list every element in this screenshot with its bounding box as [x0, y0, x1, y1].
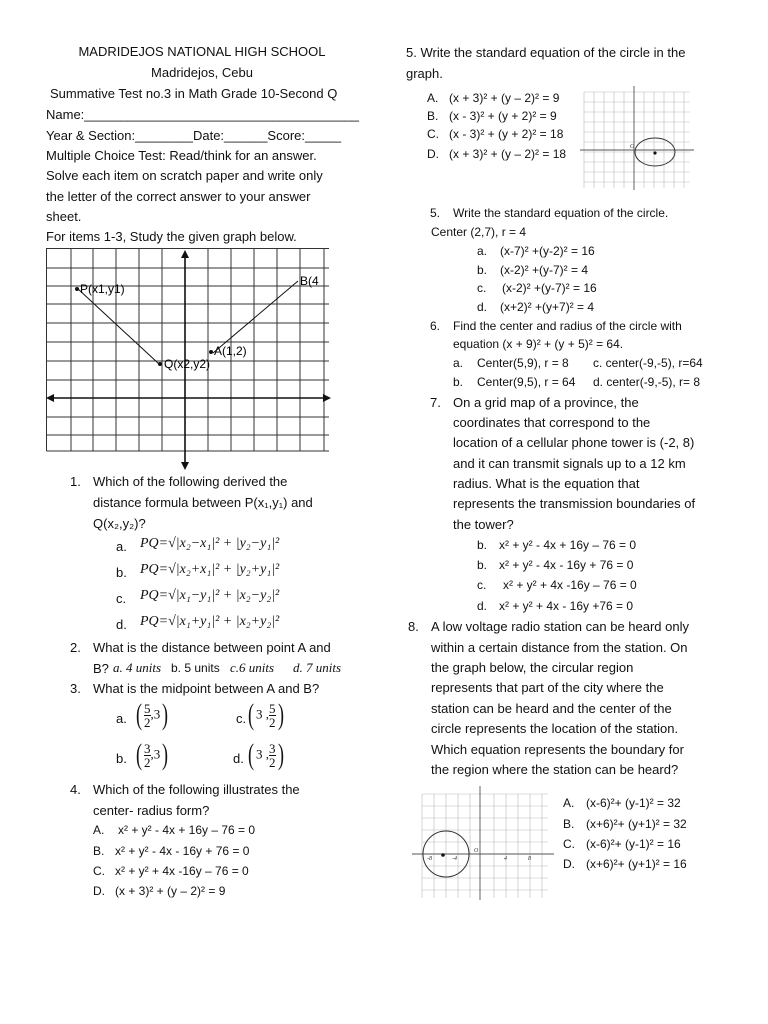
q3-option-b-letter: b.	[116, 751, 127, 766]
q5-graph-axes	[580, 86, 694, 190]
q5-origin-label: O	[630, 144, 635, 150]
q5a-option-c-letter: C.	[427, 127, 439, 141]
q3-line-1: What is the midpoint between A and B?	[93, 681, 320, 696]
q5a-option-a: (x + 3)² + (y – 2)² = 9	[449, 91, 560, 105]
q4-line-2: center- radius form?	[93, 803, 210, 818]
q2-option-b: b. 5 units	[171, 661, 220, 675]
q5b-option-c-letter: c.	[477, 281, 487, 295]
q5-graph-grid	[584, 92, 690, 188]
q5b-number: 5.	[430, 206, 441, 220]
instruction-line-1: Multiple Choice Test: Read/think for an answer.	[46, 148, 317, 163]
q6-option-b: Center(9,5), r = 64	[477, 375, 576, 389]
name-line: Name:______________________________________	[46, 107, 360, 122]
instruction-line-4: sheet.	[46, 209, 82, 224]
circle-graph-q5	[578, 84, 698, 194]
q1-option-a-letter: a.	[116, 539, 127, 554]
q8-line-4: represents that part of the city where the	[431, 680, 664, 695]
q8-line-3: the graph below, the circular region	[431, 660, 634, 675]
q8-line-7: Which equation represents the boundary for	[431, 742, 684, 757]
q2-option-c: c.6 units	[230, 660, 275, 675]
q1-option-d-letter: d.	[116, 617, 127, 632]
label-p: P(x1,y1)	[80, 282, 125, 296]
q6-number: 6.	[430, 319, 441, 333]
q2-line-2: B?	[93, 661, 109, 676]
q1-option-b: PQ=√|x₂+x₁|² + |y₂+y₁|²	[140, 562, 280, 577]
q5a-line-2: graph.	[406, 66, 443, 81]
q8-line-5: station can be heard and the center of the	[431, 701, 672, 716]
q7-number: 7.	[430, 395, 441, 410]
q8-option-b: (x+6)²+ (y+1)² = 32	[586, 817, 687, 831]
q3-option-c: ( 3 , $\frac{5}{2}$ )	[248, 698, 284, 731]
items-intro: For items 1-3, Study the given graph below.	[46, 229, 297, 244]
q6-option-a-letter: a.	[453, 356, 464, 370]
q5a-option-a-letter: A.	[427, 91, 439, 105]
q5b-line-2: Center (2,7), r = 4	[431, 225, 527, 239]
q8-center-point	[441, 853, 445, 857]
q5a-option-d: (x + 3)² + (y – 2)² = 18	[449, 147, 567, 161]
q6-option-c: c. center(-9,-5), r=64	[593, 356, 703, 370]
q2-line-1: What is the distance between point A and	[93, 640, 331, 655]
q4-option-b: x² + y² - 4x - 16y + 76 = 0	[115, 844, 250, 858]
q5b-option-d: (x+2)² +(y+7)² = 4	[500, 300, 595, 314]
q1-number: 1.	[70, 474, 81, 489]
q5b-option-b: (x-2)² +(y-7)² = 4	[500, 263, 589, 277]
q2-option-d: d. 7 units	[293, 660, 342, 675]
q3-option-d: ( 3 , $\frac{3}{2}$ )	[248, 738, 284, 771]
q5a-line-1: 5. Write the standard equation of the circle in the	[406, 45, 686, 60]
q2-number: 2.	[70, 640, 81, 655]
q8-tick-4: 4	[504, 856, 507, 862]
q6-line-2: equation (x + 9)² + (y + 5)² = 64.	[453, 337, 624, 351]
q5-center-point	[653, 151, 656, 154]
q8-option-c-letter: C.	[563, 837, 575, 851]
label-a: A(1,2)	[214, 344, 247, 358]
q5b-option-c: (x-2)² +(y-7)² = 16	[502, 281, 597, 295]
q7-option-d-letter: d.	[477, 599, 488, 613]
q6-option-d: d. center(-9,-5), r= 8	[593, 375, 701, 389]
q8-line-8: the region where the station can be heard?	[431, 762, 679, 777]
q5b-option-a: (x-7)² +(y-2)² = 16	[500, 244, 595, 258]
point-p	[75, 287, 79, 291]
q8-option-a: (x-6)²+ (y-1)² = 32	[586, 796, 681, 810]
q5a-option-c: (x - 3)² + (y + 2)² = 18	[449, 127, 564, 141]
q5b-option-d-letter: d.	[477, 300, 488, 314]
q3-option-b: ( $\frac{3}{2}$ ,3)	[136, 738, 169, 771]
q3-option-d-letter: d.	[233, 751, 244, 766]
q7-line-2: coordinates that correspond to the	[453, 415, 651, 430]
q1-option-c: PQ=√|x₁−y₁|² + |x₂−y₂|²	[140, 588, 280, 603]
q5a-option-d-letter: D.	[427, 147, 439, 161]
instruction-line-3: the letter of the correct answer to your answer	[46, 189, 311, 204]
q8-tick-8: 8	[528, 856, 531, 862]
point-q	[158, 362, 162, 366]
q8-option-c: (x-6)²+ (y-1)² = 16	[586, 837, 681, 851]
graph1-points	[75, 287, 213, 366]
q8-option-d-letter: D.	[563, 857, 575, 871]
q3-option-c-letter: c.	[236, 711, 247, 726]
year-section-line: Year & Section:________Date:______Score:_____	[46, 128, 342, 143]
label-q: Q(x2,y2)	[164, 357, 211, 371]
q4-option-c-letter: C.	[93, 864, 105, 878]
q8-option-b-letter: B.	[563, 817, 575, 831]
q8-option-a-letter: A.	[563, 796, 575, 810]
q7-line-3: location of a cellular phone tower is (-2, 8)	[453, 435, 695, 450]
q7-line-7: the tower?	[453, 517, 514, 532]
q7-option-c: x² + y² + 4x -16y – 76 = 0	[503, 578, 637, 592]
q1-line-1: Which of the following derived the	[93, 474, 288, 489]
q3-option-a: ( $\frac{5}{2}$ ,3)	[136, 698, 169, 731]
q3-option-a-letter: a.	[116, 711, 127, 726]
q8-graph-axes	[412, 786, 554, 900]
graph1-grid	[47, 248, 330, 451]
q4-option-b-letter: B.	[93, 844, 105, 858]
q7-line-5: radius. What is the equation that	[453, 476, 640, 491]
q1-option-a: PQ=√|x₂−x₁|² + |y₂−y₁|²	[140, 536, 280, 551]
test-title: Summative Test no.3 in Math Grade 10-Second Q	[50, 86, 338, 101]
q7-line-6: represents the transmission boundaries of	[453, 496, 696, 511]
q8-line-2: within a certain distance from the station. On	[431, 640, 688, 655]
school-name: MADRIDEJOS NATIONAL HIGH SCHOOL	[78, 44, 326, 59]
q6-option-b-letter: b.	[453, 375, 464, 389]
q7-option-a: x² + y² - 4x + 16y – 76 = 0	[499, 538, 637, 552]
q8-graph-grid	[422, 794, 548, 898]
q4-option-d: (x + 3)² + (y – 2)² = 9	[115, 884, 226, 898]
q7-line-4: and it can transmit signals up to a 12 km	[453, 456, 686, 471]
coordinate-graph-1	[46, 248, 332, 472]
q8-origin-label: O	[474, 848, 479, 854]
q5b-option-b-letter: b.	[477, 263, 488, 277]
q6-option-a: Center(5,9), r = 8	[477, 356, 569, 370]
school-town: Madridejos, Cebu	[151, 65, 253, 80]
q7-option-c-letter: c.	[477, 578, 487, 592]
q1-option-d: PQ=√|x₁+y₁|² + |x₂+y₂|²	[140, 614, 280, 629]
q4-option-d-letter: D.	[93, 884, 105, 898]
q8-option-d: (x+6)²+ (y+1)² = 16	[586, 857, 687, 871]
q4-option-a-letter: A.	[93, 823, 105, 837]
q8-number: 8.	[408, 619, 419, 634]
q7-option-b: x² + y² - 4x - 16y + 76 = 0	[499, 558, 634, 572]
point-a	[209, 350, 213, 354]
q4-line-1: Which of the following illustrates the	[93, 782, 300, 797]
q1-option-b-letter: b.	[116, 565, 127, 580]
q4-number: 4.	[70, 782, 81, 797]
q8-tick-neg4: -4	[452, 856, 457, 862]
q4-option-a: x² + y² - 4x + 16y – 76 = 0	[118, 823, 256, 837]
q5a-option-b-letter: B.	[427, 109, 439, 123]
q6-line-1: Find the center and radius of the circle with	[453, 319, 682, 333]
q5b-option-a-letter: a.	[477, 244, 488, 258]
q1-option-c-letter: c.	[116, 591, 127, 606]
q8-tick-neg8: -8	[427, 856, 432, 862]
q7-option-b-letter: b.	[477, 558, 488, 572]
q8-line-6: circle represents the location of the station.	[431, 721, 679, 736]
q3-number: 3.	[70, 681, 81, 696]
instruction-line-2: Solve each item on scratch paper and write only	[46, 168, 323, 183]
q1-line-2: distance formula between P(x₁,y₁) and	[93, 495, 313, 510]
q7-option-a-letter: b.	[477, 538, 488, 552]
q4-option-c: x² + y² + 4x -16y – 76 = 0	[115, 864, 249, 878]
circle-graph-q8	[408, 780, 558, 902]
q5b-line-1: Write the standard equation of the circle.	[453, 206, 669, 220]
q7-line-1: On a grid map of a province, the	[453, 395, 639, 410]
label-b: B(4	[300, 274, 319, 288]
q8-line-1: A low voltage radio station can be heard only	[431, 619, 690, 634]
q5a-option-b: (x - 3)² + (y + 2)² = 9	[449, 109, 557, 123]
q7-option-d: x² + y² + 4x - 16y +76 = 0	[499, 599, 634, 613]
q2-option-a: a. 4 units	[113, 660, 162, 675]
q1-line-3: Q(x₂,y₂)?	[93, 516, 146, 531]
